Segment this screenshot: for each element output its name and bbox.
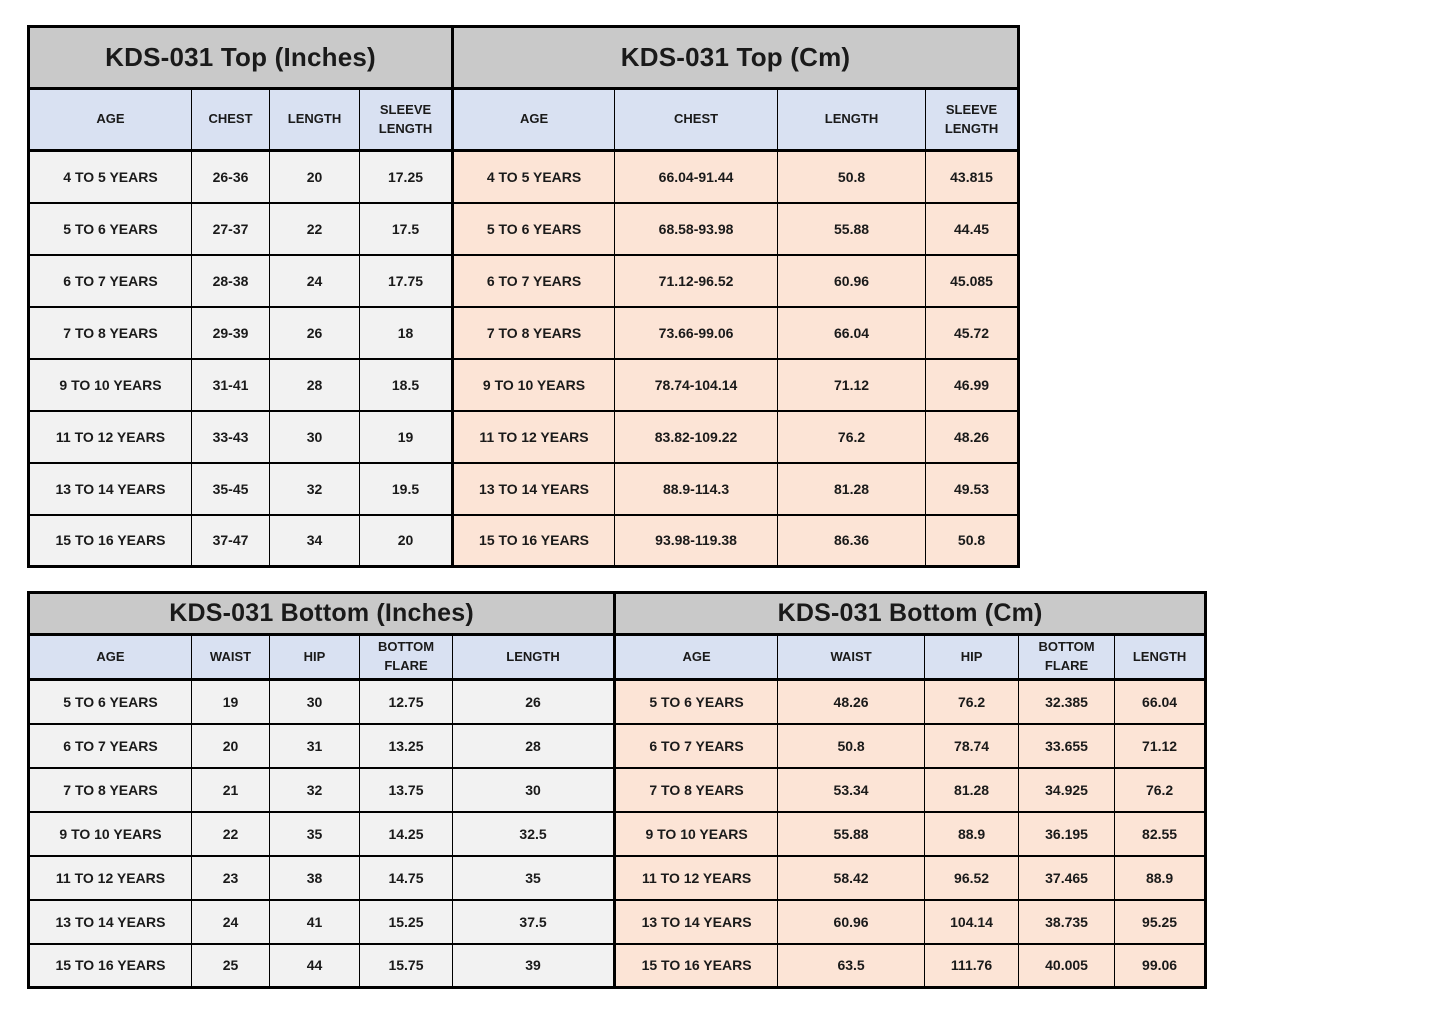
measurement-cell: 48.26 xyxy=(778,680,925,724)
measurement-cell: 86.36 xyxy=(778,515,926,567)
table-row xyxy=(29,515,1019,567)
measurement-cell: 88.9-114.3 xyxy=(615,463,778,515)
measurement-cell: 14.25 xyxy=(360,812,453,856)
age-cell: 15 TO 16 YEARS xyxy=(29,515,192,567)
age-cell: 11 TO 12 YEARS xyxy=(453,411,615,463)
column-header-inches-waist: WAIST xyxy=(192,635,270,680)
age-cell: 9 TO 10 YEARS xyxy=(615,812,778,856)
measurement-cell: 66.04-91.44 xyxy=(615,151,778,203)
age-cell: 11 TO 12 YEARS xyxy=(29,411,192,463)
measurement-cell: 15.75 xyxy=(360,944,453,988)
measurement-cell: 43.815 xyxy=(926,151,1019,203)
age-cell: 7 TO 8 YEARS xyxy=(29,307,192,359)
measurement-cell: 29-39 xyxy=(192,307,270,359)
column-header-cm-age: AGE xyxy=(453,89,615,151)
column-header-cm-chest: CHEST xyxy=(615,89,778,151)
measurement-cell: 45.72 xyxy=(926,307,1019,359)
measurement-cell: 93.98-119.38 xyxy=(615,515,778,567)
measurement-cell: 44.45 xyxy=(926,203,1019,255)
measurement-cell: 50.8 xyxy=(778,151,926,203)
measurement-cell: 82.55 xyxy=(1115,812,1206,856)
measurement-cell: 20 xyxy=(270,151,360,203)
measurement-cell: 37.5 xyxy=(453,900,615,944)
measurement-cell: 18 xyxy=(360,307,453,359)
age-cell: 13 TO 14 YEARS xyxy=(29,463,192,515)
measurement-cell: 33.655 xyxy=(1019,724,1115,768)
age-cell: 5 TO 6 YEARS xyxy=(29,680,192,724)
table-title-bottom-inches: KDS-031 Bottom (Inches) xyxy=(29,593,615,635)
measurement-cell: 28-38 xyxy=(192,255,270,307)
measurement-cell: 78.74-104.14 xyxy=(615,359,778,411)
measurement-cell: 36.195 xyxy=(1019,812,1115,856)
measurement-cell: 25 xyxy=(192,944,270,988)
column-header-inches-chest: CHEST xyxy=(192,89,270,151)
age-cell: 4 TO 5 YEARS xyxy=(29,151,192,203)
measurement-cell: 58.42 xyxy=(778,856,925,900)
measurement-cell: 17.75 xyxy=(360,255,453,307)
age-cell: 5 TO 6 YEARS xyxy=(29,203,192,255)
age-cell: 9 TO 10 YEARS xyxy=(29,812,192,856)
age-cell: 6 TO 7 YEARS xyxy=(615,724,778,768)
column-header-cm-sleeve-length: SLEEVE LENGTH xyxy=(926,89,1019,151)
measurement-cell: 31 xyxy=(270,724,360,768)
table-row xyxy=(29,724,1206,768)
age-cell: 9 TO 10 YEARS xyxy=(453,359,615,411)
column-header-cm-length: LENGTH xyxy=(1115,635,1206,680)
measurement-cell: 73.66-99.06 xyxy=(615,307,778,359)
table-row xyxy=(29,203,1019,255)
measurement-cell: 88.9 xyxy=(925,812,1019,856)
column-header-cm-hip: HIP xyxy=(925,635,1019,680)
table-row xyxy=(29,900,1206,944)
measurement-cell: 68.58-93.98 xyxy=(615,203,778,255)
measurement-cell: 27-37 xyxy=(192,203,270,255)
measurement-cell: 13.25 xyxy=(360,724,453,768)
measurement-cell: 17.5 xyxy=(360,203,453,255)
measurement-cell: 18.5 xyxy=(360,359,453,411)
age-cell: 13 TO 14 YEARS xyxy=(453,463,615,515)
measurement-cell: 53.34 xyxy=(778,768,925,812)
age-cell: 7 TO 8 YEARS xyxy=(29,768,192,812)
measurement-cell: 26 xyxy=(453,680,615,724)
column-header-row xyxy=(29,635,1206,680)
measurement-cell: 60.96 xyxy=(778,900,925,944)
age-cell: 6 TO 7 YEARS xyxy=(29,724,192,768)
table-row xyxy=(29,812,1206,856)
measurement-cell: 96.52 xyxy=(925,856,1019,900)
table-row xyxy=(29,255,1019,307)
age-cell: 13 TO 14 YEARS xyxy=(29,900,192,944)
age-cell: 15 TO 16 YEARS xyxy=(453,515,615,567)
measurement-cell: 50.8 xyxy=(778,724,925,768)
measurement-cell: 19 xyxy=(192,680,270,724)
measurement-cell: 46.99 xyxy=(926,359,1019,411)
measurement-cell: 32 xyxy=(270,463,360,515)
measurement-cell: 76.2 xyxy=(778,411,926,463)
measurement-cell: 55.88 xyxy=(778,203,926,255)
measurement-cell: 30 xyxy=(270,411,360,463)
age-cell: 6 TO 7 YEARS xyxy=(453,255,615,307)
table-row xyxy=(29,856,1206,900)
column-header-inches-age: AGE xyxy=(29,89,192,151)
measurement-cell: 76.2 xyxy=(925,680,1019,724)
measurement-cell: 60.96 xyxy=(778,255,926,307)
bottom-size-table xyxy=(27,591,1207,989)
measurement-cell: 48.26 xyxy=(926,411,1019,463)
age-cell: 7 TO 8 YEARS xyxy=(453,307,615,359)
age-cell: 9 TO 10 YEARS xyxy=(29,359,192,411)
measurement-cell: 66.04 xyxy=(1115,680,1206,724)
measurement-cell: 99.06 xyxy=(1115,944,1206,988)
age-cell: 13 TO 14 YEARS xyxy=(615,900,778,944)
age-cell: 15 TO 16 YEARS xyxy=(29,944,192,988)
measurement-cell: 14.75 xyxy=(360,856,453,900)
measurement-cell: 39 xyxy=(453,944,615,988)
table-row xyxy=(29,307,1019,359)
measurement-cell: 32.5 xyxy=(453,812,615,856)
measurement-cell: 32 xyxy=(270,768,360,812)
table-title-top-cm: KDS-031 Top (Cm) xyxy=(453,27,1019,89)
measurement-cell: 34.925 xyxy=(1019,768,1115,812)
measurement-cell: 35 xyxy=(270,812,360,856)
measurement-cell: 24 xyxy=(270,255,360,307)
measurement-cell: 81.28 xyxy=(925,768,1019,812)
column-header-cm-bottom-flare: BOTTOM FLARE xyxy=(1019,635,1115,680)
measurement-cell: 28 xyxy=(270,359,360,411)
table-row xyxy=(29,768,1206,812)
measurement-cell: 22 xyxy=(192,812,270,856)
table-body xyxy=(29,151,1019,567)
measurement-cell: 37-47 xyxy=(192,515,270,567)
measurement-cell: 71.12 xyxy=(1115,724,1206,768)
age-cell: 11 TO 12 YEARS xyxy=(29,856,192,900)
top-size-table xyxy=(27,25,1020,568)
measurement-cell: 13.75 xyxy=(360,768,453,812)
measurement-cell: 45.085 xyxy=(926,255,1019,307)
measurement-cell: 31-41 xyxy=(192,359,270,411)
measurement-cell: 38.735 xyxy=(1019,900,1115,944)
measurement-cell: 71.12 xyxy=(778,359,926,411)
age-cell: 15 TO 16 YEARS xyxy=(615,944,778,988)
measurement-cell: 28 xyxy=(453,724,615,768)
measurement-cell: 20 xyxy=(192,724,270,768)
measurement-cell: 32.385 xyxy=(1019,680,1115,724)
measurement-cell: 26 xyxy=(270,307,360,359)
column-header-inches-length: LENGTH xyxy=(270,89,360,151)
measurement-cell: 104.14 xyxy=(925,900,1019,944)
table-row xyxy=(29,463,1019,515)
table-body xyxy=(29,680,1206,988)
measurement-cell: 26-36 xyxy=(192,151,270,203)
age-cell: 4 TO 5 YEARS xyxy=(453,151,615,203)
table-title-top-inches: KDS-031 Top (Inches) xyxy=(29,27,453,89)
column-header-inches-sleeve-length: SLEEVE LENGTH xyxy=(360,89,453,151)
table-row xyxy=(29,151,1019,203)
measurement-cell: 19.5 xyxy=(360,463,453,515)
measurement-cell: 50.8 xyxy=(926,515,1019,567)
age-cell: 5 TO 6 YEARS xyxy=(453,203,615,255)
measurement-cell: 30 xyxy=(453,768,615,812)
measurement-cell: 81.28 xyxy=(778,463,926,515)
measurement-cell: 35 xyxy=(453,856,615,900)
column-header-inches-age: AGE xyxy=(29,635,192,680)
measurement-cell: 21 xyxy=(192,768,270,812)
age-cell: 5 TO 6 YEARS xyxy=(615,680,778,724)
measurement-cell: 55.88 xyxy=(778,812,925,856)
measurement-cell: 44 xyxy=(270,944,360,988)
table-row xyxy=(29,411,1019,463)
measurement-cell: 12.75 xyxy=(360,680,453,724)
measurement-cell: 83.82-109.22 xyxy=(615,411,778,463)
measurement-cell: 20 xyxy=(360,515,453,567)
measurement-cell: 19 xyxy=(360,411,453,463)
measurement-cell: 22 xyxy=(270,203,360,255)
measurement-cell: 23 xyxy=(192,856,270,900)
measurement-cell: 40.005 xyxy=(1019,944,1115,988)
title-row xyxy=(29,27,1019,89)
measurement-cell: 78.74 xyxy=(925,724,1019,768)
column-header-cm-length: LENGTH xyxy=(778,89,926,151)
age-cell: 11 TO 12 YEARS xyxy=(615,856,778,900)
measurement-cell: 88.9 xyxy=(1115,856,1206,900)
measurement-cell: 15.25 xyxy=(360,900,453,944)
measurement-cell: 71.12-96.52 xyxy=(615,255,778,307)
measurement-cell: 63.5 xyxy=(778,944,925,988)
measurement-cell: 37.465 xyxy=(1019,856,1115,900)
measurement-cell: 17.25 xyxy=(360,151,453,203)
measurement-cell: 34 xyxy=(270,515,360,567)
measurement-cell: 111.76 xyxy=(925,944,1019,988)
measurement-cell: 66.04 xyxy=(778,307,926,359)
measurement-cell: 33-43 xyxy=(192,411,270,463)
column-header-cm-waist: WAIST xyxy=(778,635,925,680)
column-header-inches-hip: HIP xyxy=(270,635,360,680)
column-header-inches-bottom-flare: BOTTOM FLARE xyxy=(360,635,453,680)
table-row xyxy=(29,359,1019,411)
table-row xyxy=(29,944,1206,988)
age-cell: 7 TO 8 YEARS xyxy=(615,768,778,812)
measurement-cell: 24 xyxy=(192,900,270,944)
title-row xyxy=(29,593,1206,635)
measurement-cell: 38 xyxy=(270,856,360,900)
column-header-inches-length: LENGTH xyxy=(453,635,615,680)
table-row xyxy=(29,680,1206,724)
table-title-bottom-cm: KDS-031 Bottom (Cm) xyxy=(615,593,1206,635)
measurement-cell: 41 xyxy=(270,900,360,944)
column-header-row xyxy=(29,89,1019,151)
measurement-cell: 30 xyxy=(270,680,360,724)
measurement-cell: 49.53 xyxy=(926,463,1019,515)
measurement-cell: 35-45 xyxy=(192,463,270,515)
age-cell: 6 TO 7 YEARS xyxy=(29,255,192,307)
column-header-cm-age: AGE xyxy=(615,635,778,680)
measurement-cell: 76.2 xyxy=(1115,768,1206,812)
measurement-cell: 95.25 xyxy=(1115,900,1206,944)
